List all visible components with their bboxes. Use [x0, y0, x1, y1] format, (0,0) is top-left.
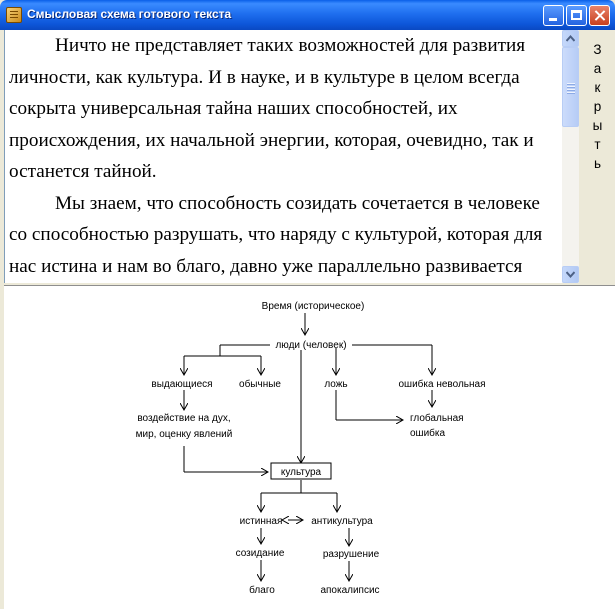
node-destruction: разрушение [322, 549, 380, 560]
node-people: люди (человек) [275, 340, 347, 351]
close-label-letter: З [593, 42, 602, 57]
node-lie: ложь [324, 379, 348, 390]
close-label-letter: а [593, 61, 602, 76]
node-global-error: глобальная [410, 413, 464, 424]
text-line: со способностью разрушать, что наряду с культурой, которая для [9, 224, 543, 245]
close-label-letter: ы [592, 118, 603, 133]
node-involuntary-error: ошибка невольная [398, 379, 486, 390]
text-line: Ничто не представляет таких возможностей для развития [55, 35, 526, 56]
text-line: личности, как культура. И в науке, и в культуре в целом всегда [9, 66, 520, 88]
node-creation: созидание [235, 548, 285, 559]
text-line: сокрыта универсальная тайна наших способностей, их [9, 98, 458, 119]
text-line: происхождения, их начальной энергии, которая, очевидно, так и [9, 129, 534, 151]
semantic-diagram [4, 285, 615, 609]
close-label-letter: т [594, 137, 601, 152]
node-apocalypse: апокалипсис [320, 585, 380, 596]
node-anticulture: антикультура [311, 516, 373, 527]
node-ordinary: обычные [239, 379, 281, 390]
close-label-letter: к [594, 80, 601, 95]
window-title: Смысловая схема готового текста [27, 7, 232, 21]
close-label-letter: ь [593, 156, 602, 171]
node-culture: культура [280, 467, 322, 478]
node-time: Время (историческое) [261, 301, 365, 312]
node-good: благо [249, 585, 275, 596]
diagram-labels [136, 301, 486, 596]
node-true-culture: истинная [239, 516, 283, 527]
node-influence: воздействие на дух, [137, 413, 231, 424]
node-influence: мир, оценку явлений [135, 429, 233, 440]
text-line: Мы знаем, что способность созидать сочетается в человеке [55, 192, 540, 214]
close-label-letter: р [593, 99, 602, 114]
text-line: нас истина и нам во благо, давно уже параллельно развивается [9, 255, 523, 277]
diagram-connectors [184, 313, 432, 581]
text-line: останется тайной. [9, 161, 157, 182]
node-global-error: ошибка [410, 428, 446, 439]
node-outstanding: выдающиеся [151, 379, 213, 390]
